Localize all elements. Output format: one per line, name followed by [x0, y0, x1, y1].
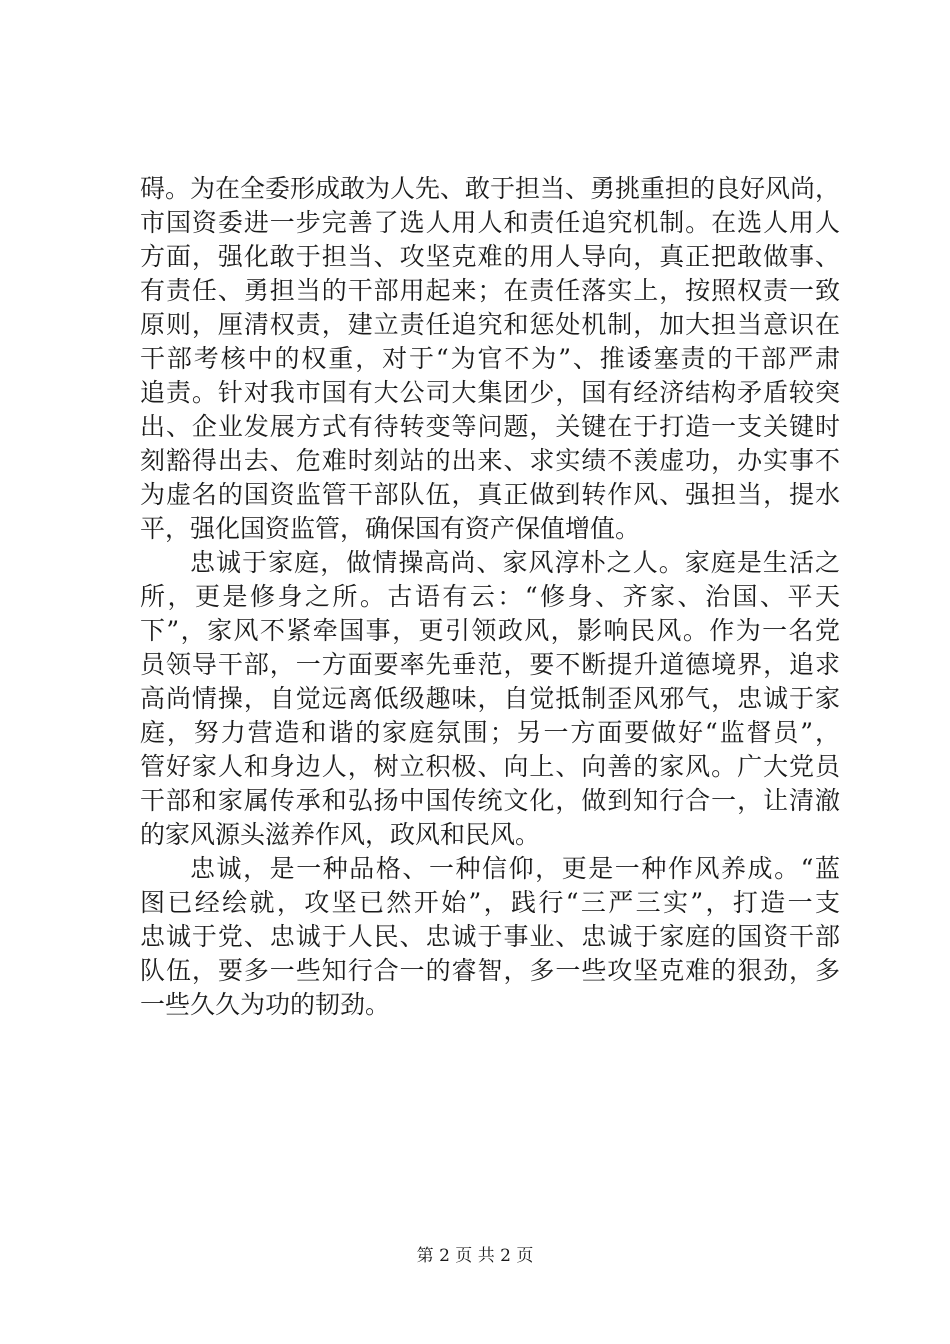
text-line: 管好家人和身边人，树立积极、向上、向善的家风。广大党员	[140, 752, 840, 781]
text-line: 平，强化国资监管，确保国有资产保值增值。	[140, 514, 641, 543]
text-line: 市国资委进一步完善了选人用人和责任追究机制。在选人用人	[140, 208, 840, 237]
text-line: 所，更是修身之所。古语有云：“修身、齐家、治国、平天	[140, 582, 840, 611]
text-line: 忠诚于党、忠诚于人民、忠诚于事业、忠诚于家庭的国资干部	[140, 922, 840, 951]
text-line: 方面，强化敢于担当、攻坚克难的用人导向，真正把敢做事、	[140, 242, 840, 271]
text-line: 出、企业发展方式有待转变等问题，关键在于打造一支关键时	[140, 412, 840, 441]
text-line: 忠诚，是一种品格、一种信仰，更是一种作风养成。“蓝	[190, 854, 840, 883]
text-line: 干部和家属传承和弘扬中国传统文化，做到知行合一，让清澈	[140, 786, 840, 815]
paragraph	[140, 546, 840, 852]
text-line: 忠诚于家庭，做情操高尚、家风淳朴之人。家庭是生活之	[190, 548, 840, 577]
text-line: 追责。针对我市国有大公司大集团少，国有经济结构矛盾较突	[140, 378, 840, 407]
paragraph	[140, 172, 840, 546]
text-line: 碍。为在全委形成敢为人先、敢于担当、勇挑重担的良好风尚，	[140, 174, 841, 203]
text-line: 的家风源头滋养作风，政风和民风。	[140, 820, 541, 849]
page-footer: 第 2 页 共 2 页	[416, 1246, 534, 1266]
text-line: 为虚名的国资监管干部队伍，真正做到转作风、强担当，提水	[140, 480, 840, 509]
text-line: 下”，家风不紧牵国事，更引领政风，影响民风。作为一名党	[140, 616, 840, 645]
text-line: 一些久久为功的韧劲。	[140, 990, 391, 1019]
text-line: 庭，努力营造和谐的家庭氛围；另一方面要做好“监督员”，	[140, 718, 840, 747]
text-line: 员领导干部，一方面要率先垂范，要不断提升道德境界，追求	[140, 650, 840, 679]
text-line: 图已经绘就，攻坚已然开始”，践行“三严三实”，打造一支	[140, 888, 840, 917]
text-line: 高尚情操，自觉远离低级趣味，自觉抵制歪风邪气，忠诚于家	[140, 684, 840, 713]
text-line: 队伍，要多一些知行合一的睿智，多一些攻坚克难的狠劲，多	[140, 956, 840, 985]
text-line: 有责任、勇担当的干部用起来；在责任落实上，按照权责一致	[140, 276, 840, 305]
paragraph	[140, 852, 840, 1022]
document-body	[140, 172, 840, 1022]
text-line: 原则，厘清权责，建立责任追究和惩处机制，加大担当意识在	[140, 310, 840, 339]
text-line: 干部考核中的权重，对于“为官不为”、推诿塞责的干部严肃	[140, 344, 840, 373]
text-line: 刻豁得出去、危难时刻站的出来、求实绩不羡虚功，办实事不	[140, 446, 840, 475]
